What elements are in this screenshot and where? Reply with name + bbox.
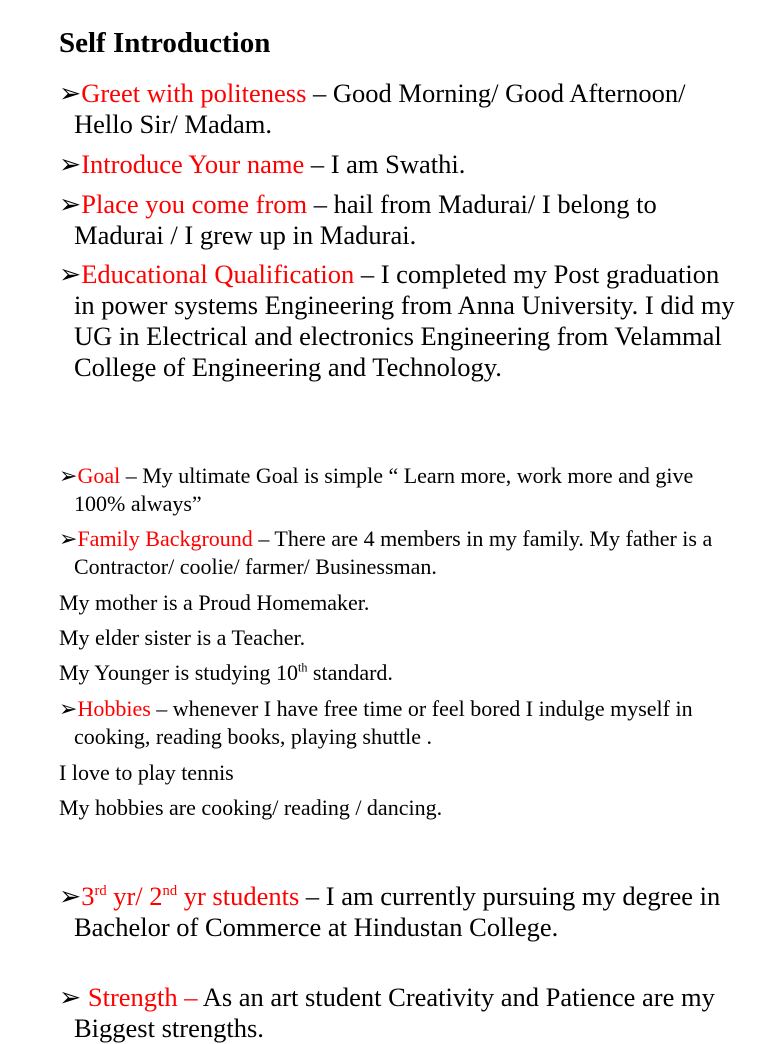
family-younger-line: [59, 659, 393, 687]
family-mother-line: My mother is a Proud Homemaker.: [59, 590, 370, 615]
list-item-education: [59, 259, 739, 383]
younger-superscript: th: [297, 660, 308, 675]
item-label: Family Background: [77, 526, 253, 551]
younger-text-end: standard.: [307, 660, 393, 685]
list-item-name: [59, 149, 739, 180]
item-label: Introduce Your name: [81, 149, 305, 179]
item-text: As an art student Creativity and Patience are my Biggest strengths.: [74, 982, 715, 1043]
hobby-list-line: My hobbies are cooking/ reading / dancing.: [59, 795, 443, 820]
list-item-place: [59, 189, 739, 251]
arrow-bullet-icon: ➢: [59, 78, 82, 108]
family-sister-line: My elder sister is a Teacher.: [59, 625, 306, 650]
item-label: Educational Qualification: [81, 259, 355, 289]
item-label: Hobbies: [77, 696, 151, 721]
arrow-bullet-icon: ➢: [59, 526, 78, 551]
hobby-tennis-line: I love to play tennis: [59, 760, 234, 785]
list-item-family: [59, 525, 739, 581]
list-item-hobbies: [59, 695, 739, 751]
item-text: – hail from Madurai/ I belong to Madurai / I grew up in Madurai.: [74, 189, 657, 250]
item-text: – whenever I have free time or feel bored I indulge myself in cooking, reading books, playing shuttle .: [74, 696, 693, 749]
students-label: 3rd yr/ 2nd yr students: [81, 881, 300, 911]
item-text: – There are 4 members in my family. My father is a Contractor/ coolie/ farmer/ Businessman.: [74, 526, 713, 579]
arrow-bullet-icon: ➢: [59, 259, 82, 289]
list-item-goal: [59, 462, 739, 518]
item-label: Strength –: [81, 982, 198, 1012]
item-text: – I am Swathi.: [304, 149, 466, 179]
arrow-bullet-icon: ➢: [59, 696, 78, 721]
item-text: – I completed my Post graduation in power systems Engineering from Anna University. I did my UG in Electrical and electronics Engineering from Velammal College of Engineering and Technology.: [74, 259, 735, 382]
page-title: Self Introduction: [59, 27, 271, 59]
item-text: – Good Morning/ Good Afternoon/ Hello Sir/ Madam.: [74, 78, 686, 139]
younger-text: My Younger is studying 10: [59, 660, 298, 685]
item-label: Place you come from: [81, 189, 308, 219]
item-text: – My ultimate Goal is simple “ Learn more, work more and give 100% always”: [74, 463, 694, 516]
arrow-bullet-icon: ➢: [59, 881, 82, 911]
list-item-greet: [59, 78, 739, 140]
list-item-students: [59, 881, 739, 943]
arrow-bullet-icon: ➢: [59, 463, 78, 488]
item-text: – I am currently pursuing my degree in Bachelor of Commerce at Hindustan College.: [74, 881, 721, 942]
arrow-bullet-icon: ➢: [59, 149, 82, 179]
item-label: Goal: [77, 463, 121, 488]
arrow-bullet-icon: ➢: [59, 982, 82, 1012]
list-item-strength: [59, 982, 739, 1044]
item-label: Greet with politeness: [81, 78, 307, 108]
arrow-bullet-icon: ➢: [59, 189, 82, 219]
